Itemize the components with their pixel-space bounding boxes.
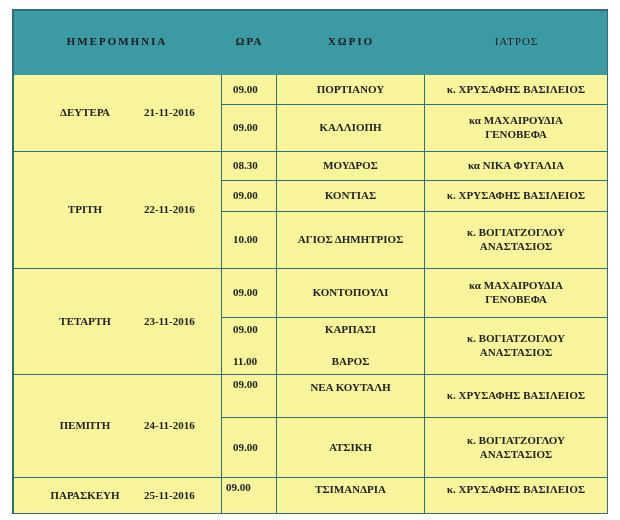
day-date: 22-11-2016 (144, 204, 195, 216)
village-cell: ΤΣΙΜΑΝΔΡΙΑ (277, 478, 425, 514)
doctor-cell: κ. ΧΡΥΣΑΦΗΣ ΒΑΣΙΛΕΙΟΣ (425, 478, 608, 514)
day-date: 21-11-2016 (144, 107, 195, 119)
doctor-cell (425, 105, 608, 152)
doctor-cell: κα ΝΙΚΑ ΦΥΓΑΛΙΑ (425, 152, 608, 181)
doctor-line: κα ΜΑΧΑΙΡΟΥΔΙΑ (469, 280, 563, 292)
header-doctor: ΙΑΤΡΟΣ (425, 9, 608, 75)
doctor-line: κα ΜΑΧΑΙΡΟΥΔΙΑ (469, 115, 563, 127)
doctor-line: κ. ΒΟΓΙΑΤΖΟΓΛΟΥ (467, 434, 565, 447)
doctor-line: κ. ΒΟΓΙΑΤΖΟΓΛΟΥ (467, 227, 565, 239)
village-cell: ΚΟΝΤΟΠΟΥΛΙ (277, 269, 425, 318)
doctor-cell (425, 318, 608, 375)
time-cell: 08.30 (222, 152, 277, 181)
schedule-table (12, 9, 608, 514)
time-cell: 09.00 (222, 375, 277, 418)
doctor-line: ΑΝΑΣΤΑΣΙΟΣ (479, 241, 553, 253)
time-cell: 09.00 (222, 269, 277, 318)
village-cell: ΠΟΡΤΙΑΝΟΥ (277, 75, 425, 105)
day-name: ΠΑΡΑΣΚΕΥΗ (50, 489, 120, 502)
doctor-line: ΑΝΑΣΤΑΣΙΟΣ (479, 347, 553, 359)
time-cell: 09.00 (222, 478, 277, 514)
village-cell: ΝΕΑ ΚΟΥΤΑΛΗ (277, 375, 425, 418)
time-cell: 09.00 (222, 105, 277, 152)
doctor-line: κ. ΒΟΓΙΑΤΖΟΓΛΟΥ (467, 333, 565, 345)
doctor-cell: κ. ΧΡΥΣΑΦΗΣ ΒΑΣΙΛΕΙΟΣ (425, 375, 608, 418)
doctor-cell: κ. ΧΡΥΣΑΦΗΣ ΒΑΣΙΛΕΙΟΣ (425, 75, 608, 105)
village-cell (277, 318, 425, 375)
time-cell: 09.00 (222, 75, 277, 105)
day-row-wednesday (12, 269, 222, 375)
doctor-cell: κ. ΧΡΥΣΑΦΗΣ ΒΑΣΙΛΕΙΟΣ (425, 181, 608, 212)
time-cell: 10.00 (222, 212, 277, 269)
day-date: 23-11-2016 (144, 315, 195, 328)
day-row-tuesday (12, 152, 222, 269)
village-cell: ΚΟΝΤΙΑΣ (277, 181, 425, 212)
time-value: 09.00 (233, 324, 258, 336)
village-cell: ΜΟΥΔΡΟΣ (277, 152, 425, 181)
village-cell: ΑΓΙΟΣ ΔΗΜΗΤΡΙΟΣ (277, 212, 425, 269)
header-date: ΗΜΕΡΟΜΗΝΙΑ (12, 9, 223, 75)
frame-top (12, 9, 608, 11)
header-time: ΩΡΑ (222, 9, 278, 75)
day-row-monday (12, 75, 222, 152)
header-village: ΧΩΡΙΟ (277, 9, 426, 75)
village-cell: ΑΤΣΙΚΗ (277, 418, 425, 478)
time-cell (222, 318, 277, 375)
doctor-line: ΑΝΑΣΤΑΣΙΟΣ (479, 448, 553, 461)
doctor-line: ΓΕΝΟΒΕΦΑ (485, 294, 547, 306)
day-name: ΔΕΥΤΕΡΑ (60, 107, 110, 119)
frame-left (12, 9, 14, 514)
time-value: 11.00 (233, 356, 258, 368)
day-row-thursday (12, 375, 222, 478)
village-name: ΒΑΡΟΣ (331, 356, 370, 368)
day-name: ΤΡΙΤΗ (67, 204, 103, 216)
day-row-friday (12, 478, 222, 514)
doctor-cell (425, 269, 608, 318)
doctor-line: ΓΕΝΟΒΕΦΑ (485, 129, 547, 141)
time-cell: 09.00 (222, 181, 277, 212)
doctor-cell (425, 212, 608, 269)
day-name: ΤΕΤΑΡΤΗ (59, 315, 111, 328)
village-cell: ΚΑΛΛΙΟΠΗ (277, 105, 425, 152)
day-date: 24-11-2016 (144, 420, 195, 432)
frame-right (607, 9, 609, 514)
doctor-cell (425, 418, 608, 478)
day-name: ΠΕΜΠΤΗ (59, 420, 111, 432)
time-cell: 09.00 (222, 418, 277, 478)
day-date: 25-11-2016 (144, 489, 195, 502)
village-name: ΚΑΡΠΑΣΙ (324, 324, 377, 336)
